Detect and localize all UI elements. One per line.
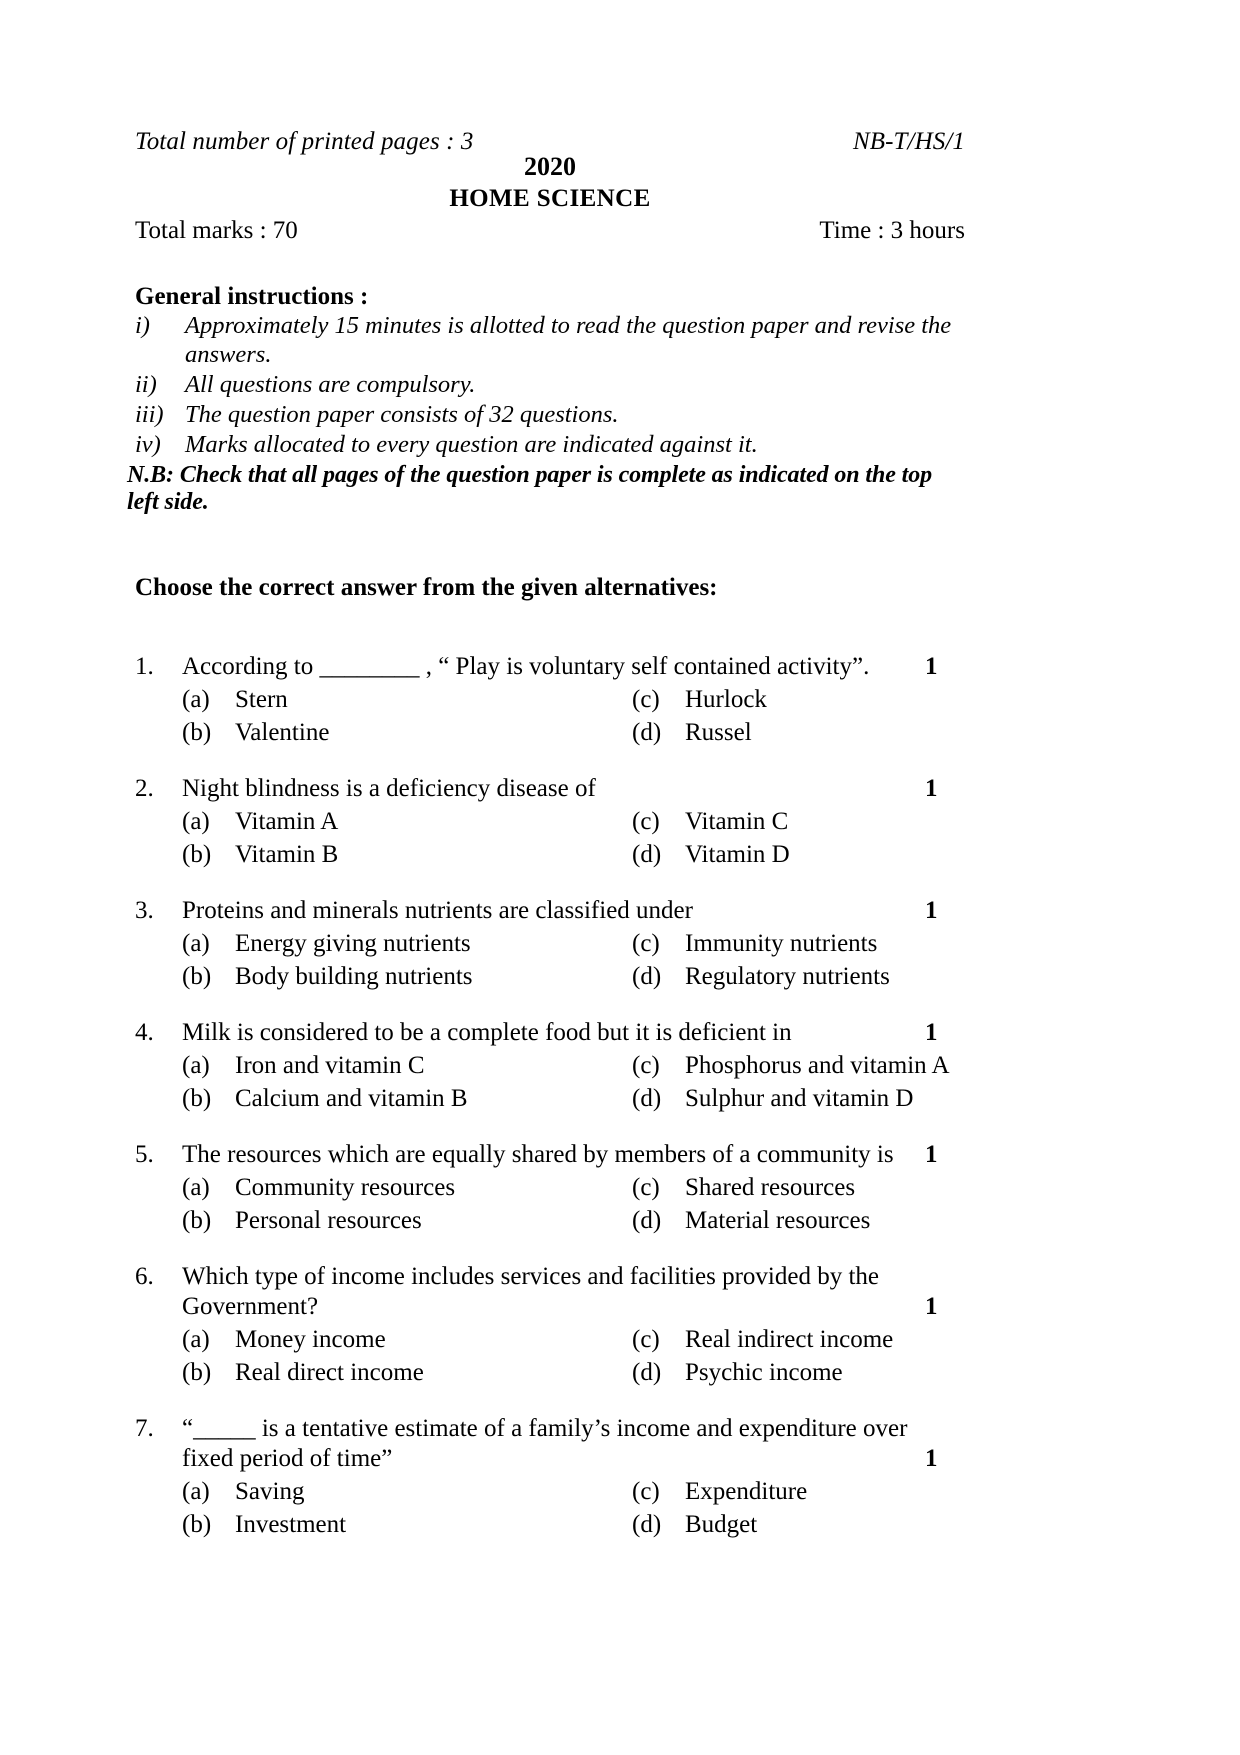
option-label: (d): [632, 962, 662, 990]
question-marks: 1: [925, 1018, 938, 1046]
option-label: (d): [632, 1084, 662, 1112]
instruction-item: [135, 371, 965, 400]
option-group: [135, 1173, 965, 1236]
option-group: [135, 1325, 965, 1388]
time-label: Time : 3 hours: [819, 217, 965, 244]
option-text: Community resources: [235, 1173, 456, 1201]
option-text: Money income: [235, 1325, 386, 1353]
option-text: Material resources: [685, 1206, 871, 1234]
subject-title: HOME SCIENCE: [449, 185, 651, 212]
option-text: Body building nutrients: [235, 962, 473, 990]
option-label: (c): [632, 1477, 660, 1505]
option-item[interactable]: [135, 1325, 632, 1355]
option-text: Sulphur and vitamin D: [685, 1084, 914, 1112]
option-label: (d): [632, 840, 662, 868]
option-item[interactable]: [135, 962, 632, 992]
option-label: (b): [182, 1358, 212, 1386]
question-marks: 1: [925, 896, 938, 924]
instruction-text: Approximately 15 minutes is allotted to read the question paper and revise the answers.: [185, 312, 952, 368]
question-stem-row: [135, 774, 965, 804]
option-label: (a): [182, 1477, 210, 1505]
option-group: [135, 685, 965, 748]
paper-code: NB-T/HS/1: [852, 128, 965, 155]
option-item[interactable]: [135, 1084, 632, 1114]
question-number: 6.: [135, 1262, 154, 1290]
option-text: Psychic income: [685, 1358, 843, 1386]
option-item[interactable]: [632, 1477, 965, 1507]
question-number: 1.: [135, 652, 154, 680]
option-text: Russel: [685, 718, 752, 746]
option-item[interactable]: [135, 1206, 632, 1236]
option-label: (b): [182, 1084, 212, 1112]
option-label: (c): [632, 929, 660, 957]
option-label: (c): [632, 1051, 660, 1079]
question-text: Night blindness is a deficiency disease of: [182, 774, 596, 802]
option-text: Saving: [235, 1477, 305, 1505]
question-number: 3.: [135, 896, 154, 924]
option-group: [135, 1051, 965, 1114]
option-item[interactable]: [135, 840, 632, 870]
option-item[interactable]: [632, 1051, 965, 1081]
option-row: [135, 962, 965, 992]
option-item[interactable]: [135, 807, 632, 837]
question-marks: 1: [925, 1292, 938, 1320]
instruction-item: [135, 312, 965, 370]
option-group: [135, 807, 965, 870]
question-block: [135, 1414, 965, 1540]
general-instructions-title: General instructions :: [135, 283, 369, 310]
option-text: Stern: [235, 685, 288, 713]
option-text: Shared resources: [685, 1173, 856, 1201]
question-block: [135, 896, 965, 992]
option-label: (b): [182, 962, 212, 990]
option-item[interactable]: [632, 1510, 965, 1540]
question-stem-row: [135, 1018, 965, 1048]
option-label: (b): [182, 718, 212, 746]
section-heading: Choose the correct answer from the given alternatives:: [135, 573, 718, 601]
page-content: [127, 128, 965, 1566]
instruction-text: Marks allocated to every question are indicated against it.: [185, 430, 758, 458]
option-row: [135, 1358, 965, 1388]
option-text: Investment: [235, 1510, 347, 1538]
question-marks: 1: [925, 1140, 938, 1168]
instruction-text: The question paper consists of 32 questions.: [185, 400, 619, 428]
question-marks: 1: [925, 774, 938, 802]
option-row: [135, 1325, 965, 1355]
option-label: (b): [182, 840, 212, 868]
option-item[interactable]: [632, 1206, 965, 1236]
option-label: (c): [632, 685, 660, 713]
question-marks: 1: [925, 1444, 938, 1472]
option-text: Vitamin C: [685, 807, 789, 835]
option-text: Expenditure: [685, 1477, 808, 1505]
option-label: (a): [182, 1051, 210, 1079]
option-group: [135, 929, 965, 992]
instruction-item: [135, 401, 965, 430]
option-label: (a): [182, 807, 210, 835]
option-label: (a): [182, 685, 210, 713]
option-item[interactable]: [135, 1173, 632, 1203]
option-item[interactable]: [632, 1358, 965, 1388]
question-block: [135, 1140, 965, 1236]
option-row: [135, 1173, 965, 1203]
option-row: [135, 1477, 965, 1507]
total-marks-label: Total marks : 70: [135, 217, 298, 244]
option-item[interactable]: [632, 718, 965, 748]
option-text: Real direct income: [235, 1358, 424, 1386]
option-row: [135, 1510, 965, 1540]
option-item[interactable]: [135, 1358, 632, 1388]
instruction-item: [135, 431, 965, 460]
option-label: (b): [182, 1206, 212, 1234]
option-item[interactable]: [632, 807, 965, 837]
question-marks: 1: [925, 652, 938, 680]
option-item[interactable]: [135, 929, 632, 959]
option-text: Vitamin B: [235, 840, 339, 868]
note-bene: N.B: Check that all pages of the question paper is complete as indicated on the top left side.: [127, 461, 933, 515]
option-text: Immunity nutrients: [685, 929, 878, 957]
option-item[interactable]: [632, 962, 965, 992]
option-label: (a): [182, 1173, 210, 1201]
option-row: [135, 1051, 965, 1081]
option-text: Energy giving nutrients: [235, 929, 471, 957]
option-row: [135, 1206, 965, 1236]
question-number: 5.: [135, 1140, 154, 1168]
option-label: (d): [632, 718, 662, 746]
option-text: Regulatory nutrients: [685, 962, 890, 990]
question-text: According to ________ , “ Play is voluntary self contained activity”.: [182, 652, 870, 680]
option-text: Budget: [685, 1510, 758, 1538]
option-row: [135, 840, 965, 870]
question-stem-row: [135, 896, 965, 926]
option-item[interactable]: [632, 840, 965, 870]
option-label: (a): [182, 1325, 210, 1353]
instruction-text: All questions are compulsory.: [185, 370, 476, 398]
option-group: [135, 1477, 965, 1540]
question-block: [135, 1018, 965, 1114]
option-label: (c): [632, 807, 660, 835]
option-item[interactable]: [135, 685, 632, 715]
option-item[interactable]: [632, 1173, 965, 1203]
question-block: [135, 652, 965, 748]
option-text: Vitamin D: [685, 840, 790, 868]
option-item[interactable]: [632, 1325, 965, 1355]
option-item[interactable]: [135, 1510, 632, 1540]
option-label: (c): [632, 1173, 660, 1201]
option-text: Phosphorus and vitamin A: [685, 1051, 950, 1079]
question-text: Milk is considered to be a complete food but it is deficient in: [182, 1018, 792, 1046]
option-item[interactable]: [632, 1084, 965, 1114]
option-row: [135, 807, 965, 837]
option-text: Vitamin A: [235, 807, 339, 835]
option-text: Calcium and vitamin B: [235, 1084, 468, 1112]
question-number: 2.: [135, 774, 154, 802]
question-number: 4.: [135, 1018, 154, 1046]
option-row: [135, 1084, 965, 1114]
option-text: Hurlock: [685, 685, 767, 713]
exam-year: 2020: [524, 152, 576, 181]
option-item[interactable]: [135, 1051, 632, 1081]
instruction-number: i): [135, 312, 150, 339]
printed-pages-label: Total number of printed pages : 3: [135, 128, 474, 155]
option-item[interactable]: [632, 929, 965, 959]
instruction-number: ii): [135, 370, 157, 398]
option-text: Valentine: [235, 718, 330, 746]
general-instructions-list: [135, 312, 965, 460]
option-label: (d): [632, 1358, 662, 1386]
option-row: [135, 929, 965, 959]
marks-time-line: [135, 217, 965, 245]
question-stem-row: [135, 652, 965, 682]
question-text: The resources which are equally shared by members of a community is: [182, 1140, 894, 1168]
question-stem-row: [135, 1262, 965, 1322]
question-text: “_____ is a tentative estimate of a family’s income and expenditure over fixed period of time”: [182, 1414, 908, 1472]
question-list: [135, 652, 965, 1540]
option-label: (c): [632, 1325, 660, 1353]
option-item[interactable]: [135, 718, 632, 748]
question-text: Which type of income includes services and facilities provided by the Government?: [182, 1262, 879, 1320]
question-number: 7.: [135, 1414, 154, 1442]
question-block: [135, 1262, 965, 1388]
option-row: [135, 718, 965, 748]
instruction-number: iii): [135, 400, 164, 428]
option-row: [135, 685, 965, 715]
instruction-number: iv): [135, 430, 161, 458]
question-stem-row: [135, 1140, 965, 1170]
option-text: Personal resources: [235, 1206, 422, 1234]
question-stem-row: [135, 1414, 965, 1474]
option-label: (d): [632, 1206, 662, 1234]
question-block: [135, 774, 965, 870]
option-item[interactable]: [632, 685, 965, 715]
option-label: (d): [632, 1510, 662, 1538]
option-label: (a): [182, 929, 210, 957]
option-item[interactable]: [135, 1477, 632, 1507]
option-text: Iron and vitamin C: [235, 1051, 425, 1079]
option-label: (b): [182, 1510, 212, 1538]
option-text: Real indirect income: [685, 1325, 894, 1353]
question-text: Proteins and minerals nutrients are classified under: [182, 896, 693, 924]
